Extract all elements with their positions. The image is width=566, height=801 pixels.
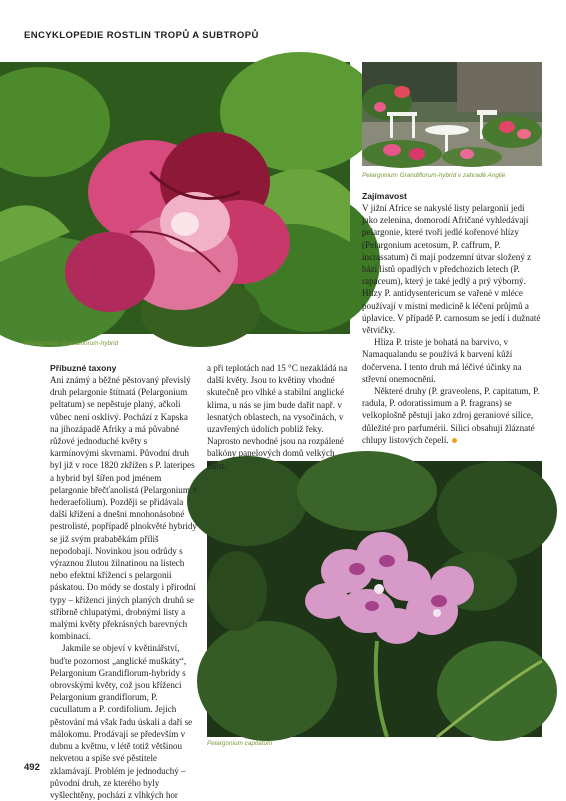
end-mark-icon (452, 438, 457, 443)
pelargonium-capitatum-photo (207, 461, 542, 737)
paragraph-text: Některé druhy (P. graveolens, P. capitatum, P. radula, P. odoratissimum a P. fragrans) se velkoplošně pěstují jako zdroj geraniové silice, důležité pro parfumérii. Silicí obsahují žláznaté chlupy listových čepelí. (362, 386, 540, 445)
page-number: 492 (24, 762, 40, 773)
paragraph: a při teplotách nad 15 °C nezakládá na další květy. Jsou to květiny vhodné skutečně pro vlhké a stabilní anglické klima, u nás se jim bude dařit např. v lesnatých oblastech, na vysočinách, v uzavřených údolích pobliž řeky. Naprosto nevhodné jsou na rozpálené balkóny panelových domů velkých měst. (207, 363, 348, 471)
paragraph (362, 385, 542, 446)
garden-photo-caption: Pelargonium Grandiflorum-hybrid v zahradě Anglie (362, 172, 506, 179)
text-column-2 (207, 362, 349, 471)
garden-photo (362, 62, 542, 166)
text-column-3 (362, 190, 542, 456)
running-header: ENCYKLOPEDIE ROSTLIN TROPŮ A SUBTROPŮ (24, 30, 259, 41)
paragraph: V jižní Africe se nakyslé listy pelargonií jedí jako zelenina, domorodí Afričané vyhledávají pelargonie, které tvoří jedlé kořenové hlízy (Pelargonium acetosum, P. caffrum, P. incrassatum) či mají podzemní útvar složený z bází listů opadlých v předchozích letech (P. rapaceum), který je také jedlý a prý výborný. Hlízy P. antidysentericum se vařené v mléce používají v místní medicíně k léčení průjmů a úplavice. V případě P. carnosum se jedí i dužnaté větvičky. (362, 203, 541, 336)
capitatum-photo-caption: Pelargonium capitatum (207, 740, 273, 747)
main-photo-caption: Pelargonium Grandiflorum-hybrid (24, 340, 119, 347)
section-heading-curiosity: Zajímavost (362, 191, 407, 201)
paragraph: Ani známý a běžné pěstovaný převislý druh pelargonie štítnatá (Pelargonium peltatum) se nepěstuje planý, ačkoli vůbec není osklivý. Pochází z Kapska na jihozápadě Afriky a má půvabné růžové jednoduché květy s karmínovými skvrnami. Původní druh byl již v roce 1820 zkřížen s P. lateripes a hybrid byl šířen pod jménem pelargonie břečťanolistá (Pelargonium × hederaefolium). Později se přidávala další křížení a dnešní mnohonásobné pestrolisté, popřípadě plnokvěté hybridy se již svým prababěkám příliš nepodobají. Novinkou jsou odrůdy s výraznou žlutou žilnatinou na listech nebo efektní kříženci s pelargonií páskatou. Do módy se dostaly i přírodní typy – kříženci jiných planých druhů se stříbrně chlupatými, drobnými listy a malými květy překrásných barevných kombinací. (50, 375, 198, 642)
text-column-1 (50, 362, 198, 800)
paragraph: Jakmile se objeví v květinářství, buďte pozornost „anglické muškáty“, Pelargonium Grandiflorum-hybridy s obrovskými květy, což jsou kříženci Pelargonium grandiflorum, P. cucullatum a P. cordifolium. Jejich pěstování má však řadu úskalí a daří se málokomu. Prodávají se především v dubnu a květnu, v létě totiž většinou nekvetou a spíše své pěstitele zklamávají. Problém je jednoduchý – původní druh, ze kterého byly vyšlechtěny, pochází z vlhkých hor (50, 643, 193, 800)
pelargonium-grandiflorum-photo (0, 62, 350, 334)
section-heading-related-taxa: Příbuzné taxony (50, 363, 117, 373)
paragraph: Hlíza P. triste je bohatá na barvivo, v Namaqualandu se používá k barvení kůží dočervena. I tento druh má léčivé účinky na střevní onemocnění. (362, 337, 522, 384)
